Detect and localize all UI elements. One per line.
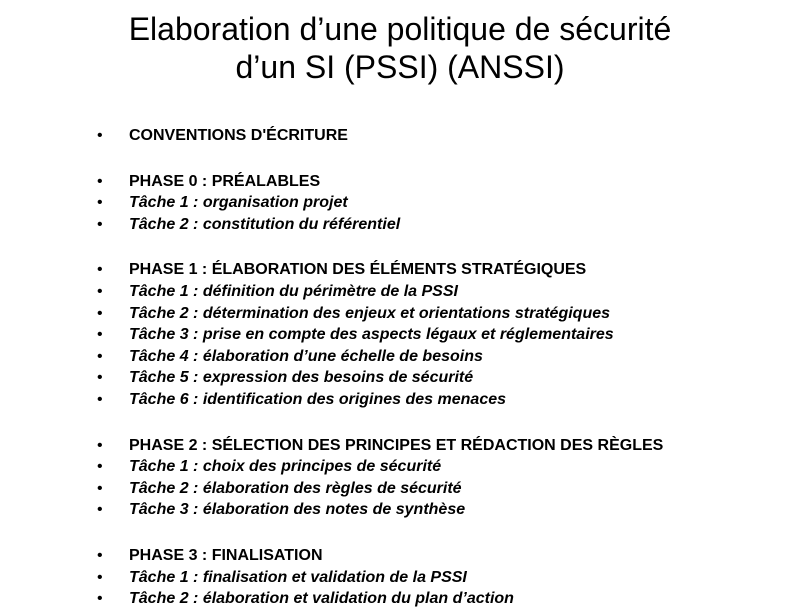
- phase-heading: [0, 171, 800, 193]
- bullet-icon: •: [97, 479, 103, 497]
- task-text: [129, 214, 400, 236]
- task-description: : prise en compte des aspects légaux et réglementaires: [188, 326, 614, 344]
- bullet-icon: •: [97, 436, 103, 454]
- phase-heading-text: CONVENTIONS D'ÉCRITURE: [129, 127, 348, 144]
- task-item: [0, 588, 800, 610]
- bullet-icon: •: [97, 390, 103, 408]
- task-description: : définition du périmètre de la PSSI: [188, 282, 458, 300]
- task-text: [129, 281, 458, 303]
- phase-heading: [0, 435, 800, 457]
- slide-title: [0, 10, 800, 86]
- bullet-icon: •: [97, 304, 103, 322]
- task-description: : organisation projet: [188, 194, 348, 212]
- bullet-icon: •: [97, 172, 103, 190]
- bullet-icon: •: [97, 282, 103, 300]
- task-label: Tâche 6: [129, 390, 189, 408]
- task-text: [129, 499, 465, 521]
- task-item: [0, 346, 800, 368]
- task-label: Tâche 2: [129, 479, 189, 497]
- bullet-icon: •: [97, 215, 103, 233]
- task-text: [129, 192, 348, 214]
- task-item: [0, 367, 800, 389]
- bullet-icon: •: [97, 501, 103, 519]
- task-text: [129, 588, 514, 610]
- task-item: [0, 499, 800, 521]
- task-text: [129, 346, 483, 368]
- task-label: Tâche 4: [129, 347, 189, 365]
- bullet-icon: •: [97, 326, 103, 344]
- phase-heading-text: PHASE 1 : ÉLABORATION DES ÉLÉMENTS STRATÉGIQUES: [129, 261, 587, 279]
- task-label: Tâche 2: [129, 304, 189, 322]
- slide-title-line-2: d’un SI (PSSI) (ANSSI): [235, 49, 565, 85]
- task-item: [0, 478, 800, 500]
- task-description: : élaboration et validation du plan d’action: [188, 590, 514, 608]
- task-label: Tâche 2: [129, 590, 189, 608]
- bullet-icon: •: [97, 261, 103, 279]
- phase-heading-text: PHASE 3 : FINALISATION: [129, 546, 323, 564]
- phase-heading-text: PHASE 2 : SÉLECTION DES PRINCIPES ET RÉDACTION DES RÈGLES: [129, 436, 664, 454]
- task-description: : élaboration des règles de sécurité: [188, 479, 462, 497]
- task-label: Tâche 2: [129, 215, 189, 233]
- task-item: [0, 214, 800, 236]
- phase-heading: [0, 545, 800, 567]
- task-item: [0, 192, 800, 214]
- task-description: : expression des besoins de sécurité: [188, 369, 474, 387]
- bullet-icon: •: [97, 194, 103, 212]
- task-label: Tâche 3: [129, 501, 189, 519]
- bullet-icon: •: [97, 568, 103, 586]
- task-item: [0, 303, 800, 325]
- task-item: [0, 324, 800, 346]
- bullet-icon: •: [97, 127, 103, 144]
- task-description: : constitution du référentiel: [188, 215, 401, 233]
- task-text: [129, 324, 614, 346]
- task-description: : détermination des enjeux et orientations stratégiques: [188, 304, 611, 322]
- task-description: : identification des origines des menaces: [188, 390, 507, 408]
- bullet-icon: •: [97, 369, 103, 387]
- task-label: Tâche 5: [129, 369, 189, 387]
- task-label: Tâche 3: [129, 326, 189, 344]
- task-label: Tâche 1: [129, 194, 189, 212]
- task-label: Tâche 1: [129, 282, 189, 300]
- task-item: [0, 389, 800, 411]
- task-description: : élaboration des notes de synthèse: [188, 501, 466, 519]
- bullet-list: [0, 125, 800, 610]
- task-label: Tâche 1: [129, 568, 189, 586]
- bullet-icon: •: [97, 590, 103, 608]
- slide-title-line-1: Elaboration d’une politique de sécurité: [128, 11, 672, 47]
- bullet-icon: •: [97, 347, 103, 365]
- task-item: [0, 567, 800, 589]
- task-text: [129, 456, 441, 478]
- task-text: [129, 367, 473, 389]
- task-text: [129, 478, 462, 500]
- task-item: [0, 456, 800, 478]
- task-text: [129, 389, 506, 411]
- task-text: [129, 567, 467, 589]
- phase-heading: [0, 259, 800, 281]
- task-description: : finalisation et validation de la PSSI: [188, 568, 467, 586]
- task-description: : élaboration d’une échelle de besoins: [188, 347, 483, 365]
- task-item: [0, 281, 800, 303]
- task-description: : choix des principes de sécurité: [188, 458, 442, 476]
- phase-heading-text: PHASE 0 : PRÉALABLES: [129, 172, 321, 190]
- phase-heading: [0, 125, 800, 147]
- task-label: Tâche 1: [129, 458, 189, 476]
- bullet-icon: •: [97, 546, 103, 564]
- task-text: [129, 303, 610, 325]
- bullet-icon: •: [97, 458, 103, 476]
